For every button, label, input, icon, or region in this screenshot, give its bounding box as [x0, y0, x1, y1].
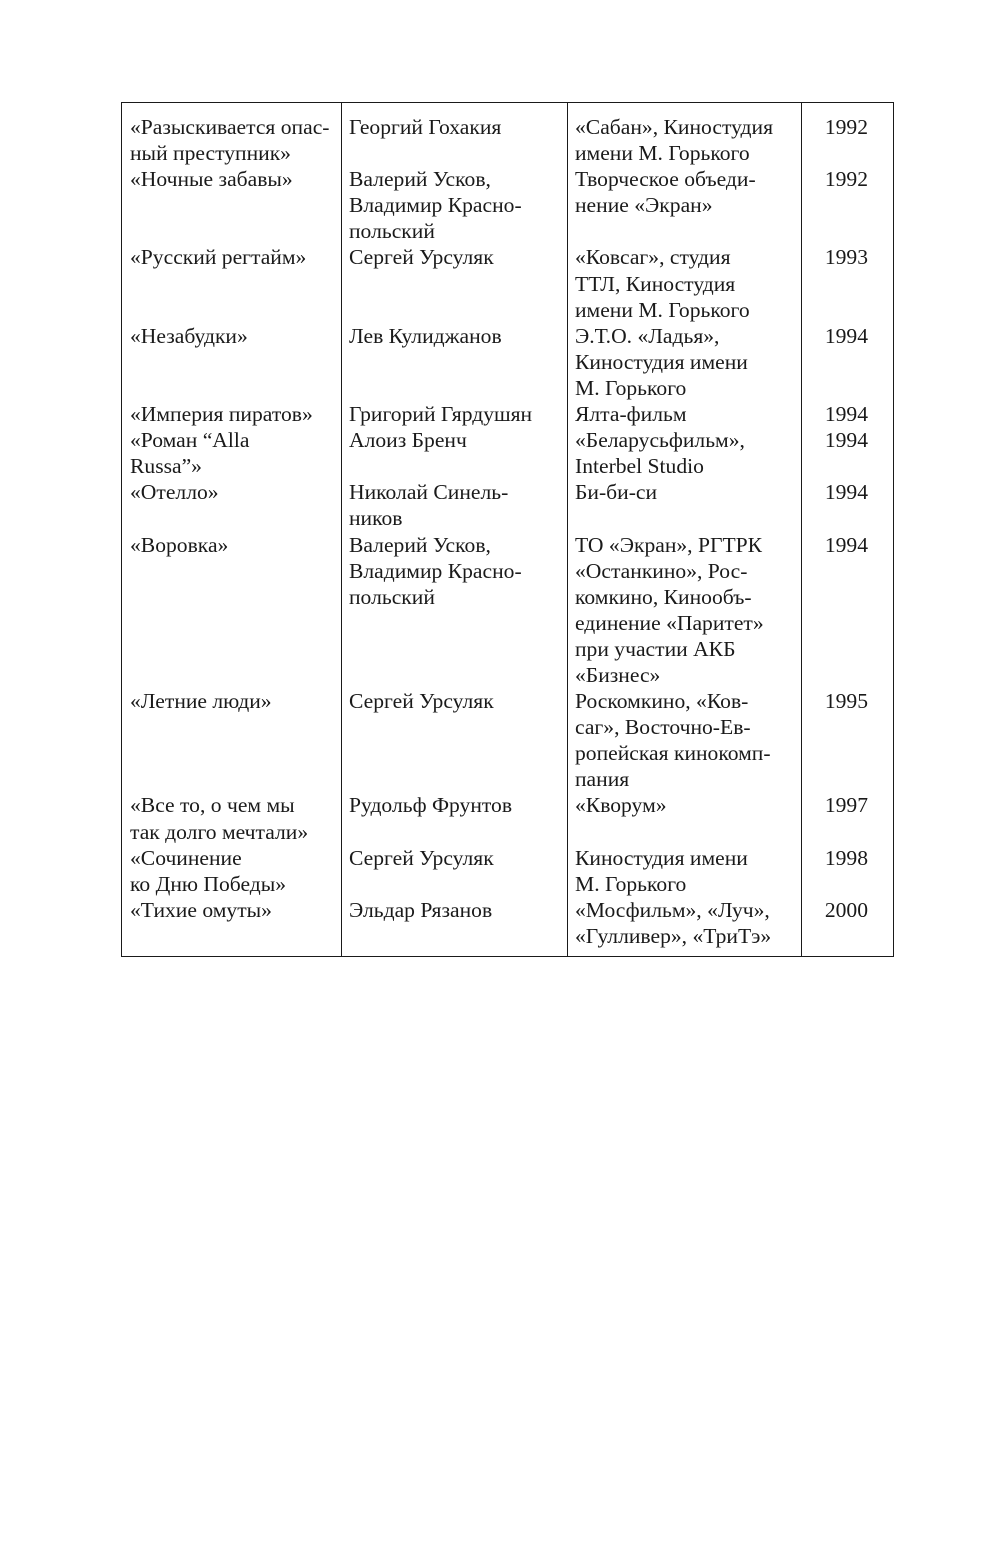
- film-year: 1997: [824, 793, 868, 818]
- film-studio: «Беларусьфильм», Interbel Studio: [575, 428, 745, 479]
- film-studio: «Кворум»: [575, 793, 667, 818]
- film-studio: Роскомкино, «Ков- саг», Восточно-Ев- ропейская кинокомп- пания: [575, 689, 771, 792]
- film-year: 1994: [824, 480, 868, 505]
- film-year: 1992: [824, 167, 868, 192]
- film-year: 2000: [824, 897, 868, 922]
- film-studio: «Ковсаг», студия ТТЛ, Киностудия имени М. Горького: [575, 245, 750, 322]
- film-studio: Киностудия имени М. Горького: [575, 845, 748, 896]
- film-year: 1994: [824, 402, 868, 427]
- film-year: 1993: [824, 245, 868, 270]
- film-year: 1995: [824, 689, 868, 714]
- film-title: «Русский регтайм»: [130, 245, 307, 270]
- film-year: 1998: [824, 845, 868, 870]
- film-studio: «Мосфильм», «Луч», «Гулливер», «ТриТэ»: [575, 897, 772, 948]
- film-director: Алоиз Бренч: [349, 428, 467, 453]
- film-director: Сергей Урсуляк: [349, 245, 494, 270]
- film-title: «Летние люди»: [130, 689, 272, 714]
- film-title: «Воровка»: [130, 532, 229, 557]
- film-title: «Ночные забавы»: [130, 167, 293, 192]
- film-title: «Отелло»: [130, 480, 219, 505]
- film-director: Сергей Урсуляк: [349, 845, 494, 870]
- film-year: 1994: [824, 428, 868, 453]
- film-title: «Империя пиратов»: [130, 402, 313, 427]
- film-director: Эльдар Рязанов: [349, 897, 493, 922]
- film-studio: Би-би-си: [575, 480, 658, 505]
- film-director: Валерий Усков, Владимир Красно- польский: [349, 167, 522, 244]
- film-director: Рудольф Фрунтов: [349, 793, 513, 818]
- film-studio: Э.Т.О. «Ладья», Киностудия имени М. Горького: [575, 323, 748, 400]
- film-studio: «Сабан», Киностудия имени М. Горького: [575, 115, 774, 166]
- film-studio: Ялта-фильм: [575, 402, 687, 427]
- film-year: 1994: [824, 532, 868, 557]
- film-title: «Разыскивается опас- ный преступник»: [130, 115, 330, 166]
- film-director: Лев Кулиджанов: [349, 323, 502, 348]
- film-director: Сергей Урсуляк: [349, 689, 494, 714]
- film-table: [121, 102, 894, 957]
- film-title: «Все то, о чем мы так долго мечтали»: [130, 793, 309, 844]
- film-year: 1994: [824, 323, 868, 348]
- film-title: «Тихие омуты»: [130, 897, 272, 922]
- film-title: «Незабудки»: [130, 323, 248, 348]
- film-title: «Сочинение ко Дню Победы»: [130, 845, 287, 896]
- film-year: 1992: [824, 115, 868, 139]
- film-director: Григорий Гярдушян: [349, 402, 533, 427]
- film-title: «Роман “Alla Russa”»: [130, 428, 250, 479]
- film-director: Николай Синель- ников: [349, 480, 509, 531]
- film-director: Георгий Гохакия: [349, 115, 502, 139]
- film-studio: Творческое объеди- нение «Экран»: [575, 167, 756, 218]
- film-director: Валерий Усков, Владимир Красно- польский: [349, 532, 522, 609]
- film-studio: ТО «Экран», РГТРК «Останкино», Рос- комкино, Кинообъ- единение «Паритет» при участии АКБ «Бизнес»: [575, 532, 764, 687]
